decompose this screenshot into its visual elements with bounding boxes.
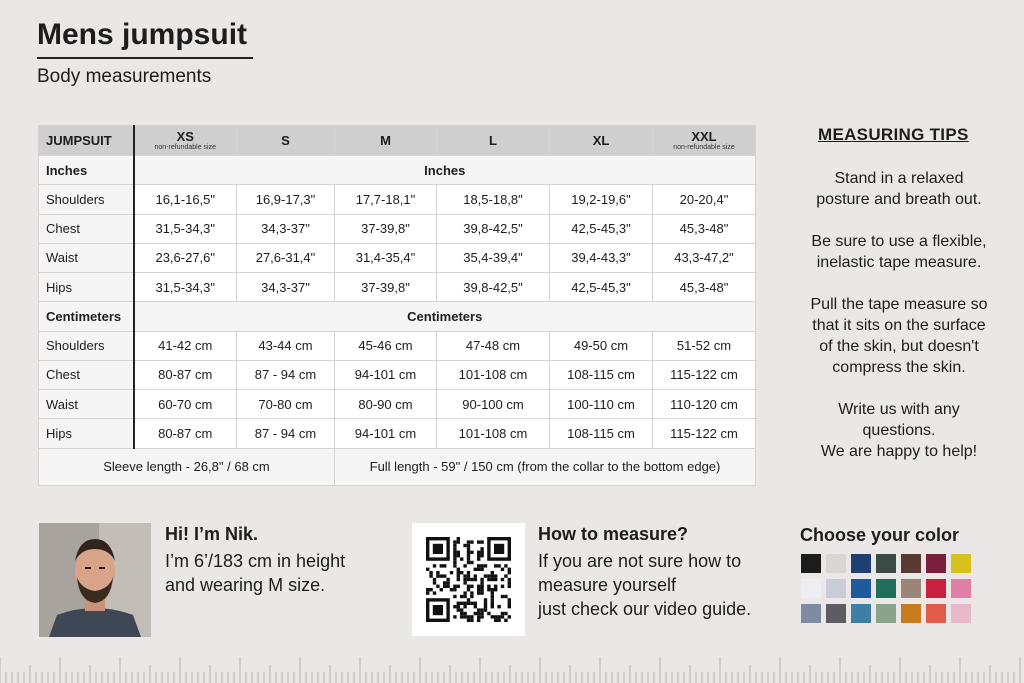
measurement-cell: 45,3-48" bbox=[653, 273, 756, 302]
section-header-row bbox=[39, 302, 756, 331]
measurement-cell: 70-80 cm bbox=[237, 390, 335, 419]
measurement-cell: 39,8-42,5" bbox=[437, 273, 550, 302]
table-row bbox=[39, 243, 756, 272]
measurement-cell: 47-48 cm bbox=[437, 331, 550, 360]
measurement-cell: 43-44 cm bbox=[237, 331, 335, 360]
measurement-cell: 27,6-31,4" bbox=[237, 243, 335, 272]
measurement-cell: 35,4-39,4" bbox=[437, 243, 550, 272]
measurement-cell: 39,8-42,5" bbox=[437, 214, 550, 243]
tip-paragraph bbox=[790, 168, 1008, 210]
color-swatch[interactable] bbox=[876, 604, 896, 623]
measurement-cell: 20-20,4" bbox=[653, 185, 756, 214]
tip-paragraph bbox=[790, 231, 1008, 273]
color-swatch[interactable] bbox=[901, 579, 921, 598]
row-label: Waist bbox=[39, 243, 134, 272]
size-header-row bbox=[39, 126, 756, 156]
size-label: S bbox=[281, 132, 290, 148]
measurement-cell: 16,9-17,3" bbox=[237, 185, 335, 214]
tip-line: compress the skin. bbox=[832, 359, 966, 376]
measurement-cell: 31,5-34,3" bbox=[134, 273, 237, 302]
measurement-cell: 45,3-48" bbox=[653, 214, 756, 243]
measurement-cell: 34,3-37" bbox=[237, 273, 335, 302]
color-swatch[interactable] bbox=[826, 554, 846, 573]
section-unit-header: Inches bbox=[134, 156, 756, 185]
row-label: Hips bbox=[39, 419, 134, 448]
table-row bbox=[39, 185, 756, 214]
color-swatch[interactable] bbox=[951, 604, 971, 623]
size-label: L bbox=[489, 132, 497, 148]
tip-paragraph bbox=[790, 399, 1008, 462]
color-swatch[interactable] bbox=[851, 554, 871, 573]
size-label: XL bbox=[592, 132, 610, 148]
measurement-cell: 87 - 94 cm bbox=[237, 360, 335, 389]
color-swatch[interactable] bbox=[901, 604, 921, 623]
measurement-cell: 80-90 cm bbox=[335, 390, 437, 419]
measurement-cell: 31,5-34,3" bbox=[134, 214, 237, 243]
tip-line: posture and breath out. bbox=[816, 191, 982, 208]
size-label: XXL bbox=[691, 128, 717, 144]
size-label: M bbox=[380, 132, 391, 148]
model-line: and wearing M size. bbox=[165, 575, 326, 595]
how-to-measure-title: How to measure? bbox=[538, 524, 689, 544]
measurement-cell: 80-87 cm bbox=[134, 419, 237, 448]
measurement-cell: 100-110 cm bbox=[550, 390, 653, 419]
measurement-cell: 42,5-45,3" bbox=[550, 273, 653, 302]
measurement-cell: 37-39,8" bbox=[335, 214, 437, 243]
measurement-cell: 115-122 cm bbox=[653, 419, 756, 448]
measurement-cell: 94-101 cm bbox=[335, 419, 437, 448]
measure-line: just check our video guide. bbox=[538, 599, 752, 619]
measurement-cell: 37-39,8" bbox=[335, 273, 437, 302]
table-row bbox=[39, 360, 756, 389]
measurement-cell: 31,4-35,4" bbox=[335, 243, 437, 272]
tip-line: questions. bbox=[862, 422, 936, 439]
size-header-xl bbox=[550, 126, 653, 156]
measurement-cell: 87 - 94 cm bbox=[237, 419, 335, 448]
size-header-m bbox=[335, 126, 437, 156]
color-swatch[interactable] bbox=[801, 604, 821, 623]
measure-line: measure yourself bbox=[538, 575, 677, 595]
color-swatch[interactable] bbox=[951, 554, 971, 573]
row-label: Hips bbox=[39, 273, 134, 302]
model-greeting: Hi! I’m Nik. bbox=[165, 524, 259, 544]
size-header-xs bbox=[134, 126, 237, 156]
sleeve-length: Sleeve length - 26,8" / 68 cm bbox=[39, 448, 335, 485]
size-chart-table bbox=[38, 125, 756, 486]
color-swatch[interactable] bbox=[951, 579, 971, 598]
tip-line: Pull the tape measure so bbox=[810, 296, 988, 313]
measurement-cell: 19,2-19,6" bbox=[550, 185, 653, 214]
measurement-cell: 42,5-45,3" bbox=[550, 214, 653, 243]
color-swatch[interactable] bbox=[801, 554, 821, 573]
measurement-cell: 110-120 cm bbox=[653, 390, 756, 419]
table-row bbox=[39, 390, 756, 419]
color-swatch[interactable] bbox=[876, 554, 896, 573]
measuring-tips-title: MEASURING TIPS bbox=[818, 125, 969, 144]
measurement-cell: 45-46 cm bbox=[335, 331, 437, 360]
section-label: Inches bbox=[39, 156, 134, 185]
model-line: I’m 6’/183 cm in height bbox=[165, 551, 346, 571]
color-swatch[interactable] bbox=[826, 579, 846, 598]
measurement-cell: 23,6-27,6" bbox=[134, 243, 237, 272]
tip-line: inelastic tape measure. bbox=[816, 254, 982, 271]
table-row bbox=[39, 331, 756, 360]
measurement-cell: 80-87 cm bbox=[134, 360, 237, 389]
how-to-measure-text bbox=[538, 549, 751, 621]
row-label: Shoulders bbox=[39, 331, 134, 360]
measurement-cell: 18,5-18,8" bbox=[437, 185, 550, 214]
tip-line: of the skin, but doesn't bbox=[819, 338, 979, 355]
size-label: XS bbox=[176, 128, 194, 144]
measurement-cell: 41-42 cm bbox=[134, 331, 237, 360]
color-swatch[interactable] bbox=[851, 579, 871, 598]
qr-code-image bbox=[412, 523, 525, 636]
section-header-row bbox=[39, 156, 756, 185]
measurement-cell: 17,7-18,1" bbox=[335, 185, 437, 214]
measurement-cell: 60-70 cm bbox=[134, 390, 237, 419]
measurement-cell: 34,3-37" bbox=[237, 214, 335, 243]
row-label: Chest bbox=[39, 214, 134, 243]
tip-line: We are happy to help! bbox=[820, 443, 978, 460]
size-header-s bbox=[237, 126, 335, 156]
color-swatch-grid bbox=[801, 554, 976, 623]
row-label: Waist bbox=[39, 390, 134, 419]
section-unit-header: Centimeters bbox=[134, 302, 756, 331]
size-chart-body bbox=[39, 156, 756, 486]
row-label: Chest bbox=[39, 360, 134, 389]
measurement-cell: 115-122 cm bbox=[653, 360, 756, 389]
measure-line: If you are not sure how to bbox=[538, 551, 742, 571]
color-swatch[interactable] bbox=[901, 554, 921, 573]
measurement-cell: 101-108 cm bbox=[437, 419, 550, 448]
color-swatch[interactable] bbox=[851, 604, 871, 623]
color-swatch[interactable] bbox=[926, 554, 946, 573]
model-photo-image bbox=[39, 523, 151, 637]
table-row bbox=[39, 273, 756, 302]
tip-line: Be sure to use a flexible, bbox=[811, 233, 987, 250]
measurement-cell: 39,4-43,3" bbox=[550, 243, 653, 272]
tip-line: Stand in a relaxed bbox=[834, 170, 964, 187]
title-underline bbox=[37, 57, 253, 59]
size-header-xxl bbox=[653, 126, 756, 156]
section-label: Centimeters bbox=[39, 302, 134, 331]
footer-row bbox=[39, 448, 756, 485]
color-swatch[interactable] bbox=[926, 579, 946, 598]
page-subtitle: Body measurements bbox=[37, 66, 212, 87]
table-row bbox=[39, 214, 756, 243]
tip-line: Write us with any bbox=[838, 401, 960, 418]
table-row bbox=[39, 419, 756, 448]
page-title: Mens jumpsuit bbox=[37, 18, 248, 51]
model-description bbox=[165, 549, 345, 597]
tip-paragraph bbox=[790, 294, 1008, 378]
color-swatch[interactable] bbox=[876, 579, 896, 598]
measurement-cell: 108-115 cm bbox=[550, 419, 653, 448]
corner-header: JUMPSUIT bbox=[39, 126, 134, 156]
size-note: non-refundable size bbox=[154, 143, 216, 151]
measurement-cell: 49-50 cm bbox=[550, 331, 653, 360]
color-swatch[interactable] bbox=[801, 579, 821, 598]
tape-measure-ruler bbox=[0, 655, 1024, 683]
full-length: Full length - 59" / 150 cm (from the collar to the bottom edge) bbox=[335, 448, 756, 485]
row-label: Shoulders bbox=[39, 185, 134, 214]
choose-color-title: Choose your color bbox=[800, 525, 960, 545]
size-header-l bbox=[437, 126, 550, 156]
size-note: non-refundable size bbox=[673, 143, 735, 151]
tip-line: that it sits on the surface bbox=[812, 317, 986, 334]
measuring-tips-text bbox=[790, 168, 1008, 483]
video-guide-qr-code[interactable] bbox=[412, 523, 525, 636]
measurement-cell: 94-101 cm bbox=[335, 360, 437, 389]
measurement-cell: 43,3-47,2" bbox=[653, 243, 756, 272]
color-swatch[interactable] bbox=[826, 604, 846, 623]
measurement-cell: 51-52 cm bbox=[653, 331, 756, 360]
measurement-cell: 101-108 cm bbox=[437, 360, 550, 389]
model-photo bbox=[39, 523, 151, 637]
measurement-cell: 108-115 cm bbox=[550, 360, 653, 389]
color-swatch[interactable] bbox=[926, 604, 946, 623]
measurement-cell: 90-100 cm bbox=[437, 390, 550, 419]
measurement-cell: 16,1-16,5" bbox=[134, 185, 237, 214]
